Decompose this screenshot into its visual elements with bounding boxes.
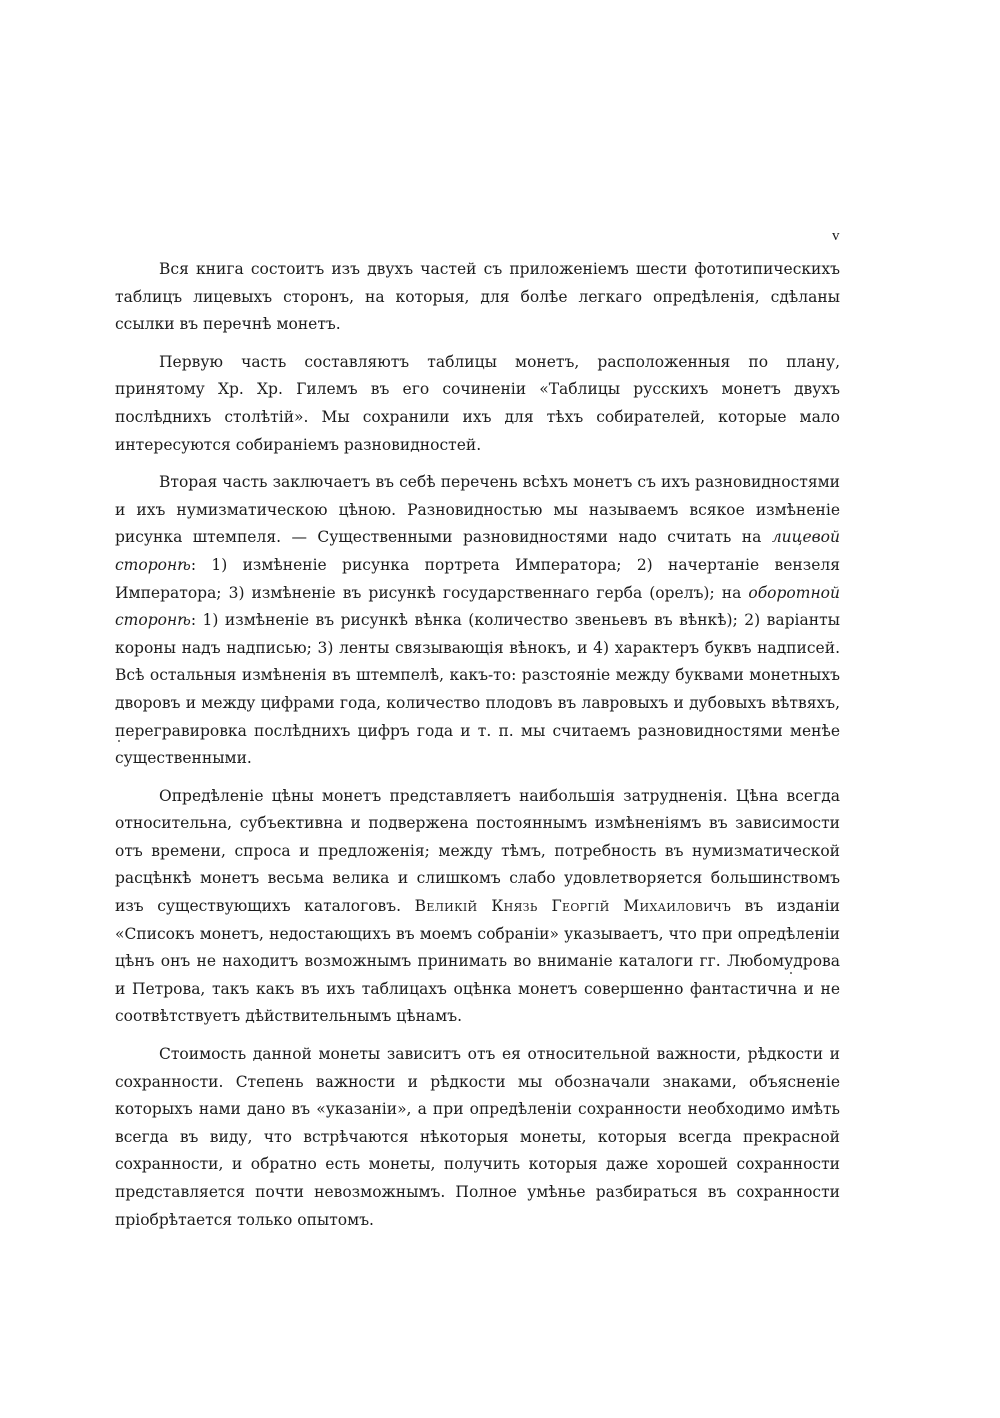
page-number: v [832,228,840,244]
grand-duke-name: Великій Князь Георгій Михаиловичъ [414,897,732,916]
paragraph-book-structure: Вся книга состоитъ изъ двухъ частей съ приложеніемъ шести фототипическихъ таблицъ лицевыхъ сторонъ, на которыя, для болѣе легкаго опредѣленія, сдѣланы ссылки въ перечнѣ монетъ. [115,260,840,334]
italic-obverse-side: лицевой сторонѣ [115,528,840,574]
paragraph-second-part-text-c: : 1) измѣненіе въ рисункѣ вѣнка (количество звеньевъ въ вѣнкѣ); 2) варіанты короны надъ надписью; 3) ленты связывающія вѣнокъ, и 4) характеръ буквъ надписей. Всѣ остальныя измѣненія въ штемпелѣ, какъ-то: разстояніе между буквами монетныхъ дворовъ и между цифрами года, количество плодовъ въ лавровыхъ и дубовыхъ вѣтвяхъ, перегравировка послѣднихъ цифръ года и т. п. мы считаемъ разновидностями менѣе существенными. [115,611,840,768]
paragraph-price-text-a: Опредѣленіе цѣны монетъ представляетъ наибольшія затрудненія. Цѣна всегда относительна, субъективна и подвержена постояннымъ измѣненіямъ въ зависимости отъ времени, спроса и предложенія; между тѣмъ, потребность въ нумизматической расцѣнкѣ монетъ весьма велика и слишкомъ слабо удовлетворяется большинствомъ изъ существующихъ каталоговъ. [115,786,840,916]
paragraph-second-part-text-a: Вторая часть заключаетъ въ себѣ перечень всѣхъ монетъ съ ихъ разновидностями и ихъ нумизматическою цѣною. Разновидностью мы называемъ всякое измѣненіе рисунка штемпеля. — Существенными разновидностями надо считать на [115,473,840,547]
paragraph-first-part: Первую часть составляютъ таблицы монетъ, расположенныя по плану, принятому Хр. Хр. Гилемъ въ его сочиненіи «Таблицы русскихъ монетъ двухъ послѣднихъ столѣтій». Мы сохранили ихъ для тѣхъ собирателей, которые мало интересуются собираніемъ разновидностей. [115,352,840,454]
paragraph-price-text-b: въ изданіи «Списокъ монетъ, недостающихъ въ моемъ собраніи» указываетъ, что при опредѣленіи цѣнъ онъ не находитъ возможнымъ принимать во вниманіе каталоги гг. Любомудрова и Петрова, такъ какъ въ ихъ таблицахъ оцѣнка монетъ совершенно фантастична и не соотвѣтствуетъ дѣйствительнымъ цѣнамъ. [115,897,840,1026]
italic-reverse-side: оборотной сторонѣ [115,583,840,630]
print-speck [790,972,792,974]
paragraph-price-determination [115,783,840,1031]
paragraph-second-part [115,469,840,773]
body-text [115,256,840,1234]
paragraph-second-part-text-b: : 1) измѣненіе рисунка портрета Императора; 2) начертаніе вензеля Императора; 3) измѣненіе въ рисункѣ государственнаго герба (орелъ); на [115,555,840,602]
paragraph-coin-value: Стоимость данной монеты зависитъ отъ ея относительной важности, рѣдкости и сохранности. Степень важности и рѣдкости мы обозначали знаками, объясненіе которыхъ нами дано въ «указаніи», а при опредѣленіи сохранности необходимо имѣть всегда въ виду, что встрѣчаются нѣкоторыя монеты, которыя всегда прекрасной сохранности, и обратно есть монеты, получить которыя даже хорошей сохранности представляется почти невозможнымъ. Полное умѣнье разбираться въ сохранности пріобрѣтается только опытомъ. [115,1045,840,1229]
print-speck [118,740,120,742]
